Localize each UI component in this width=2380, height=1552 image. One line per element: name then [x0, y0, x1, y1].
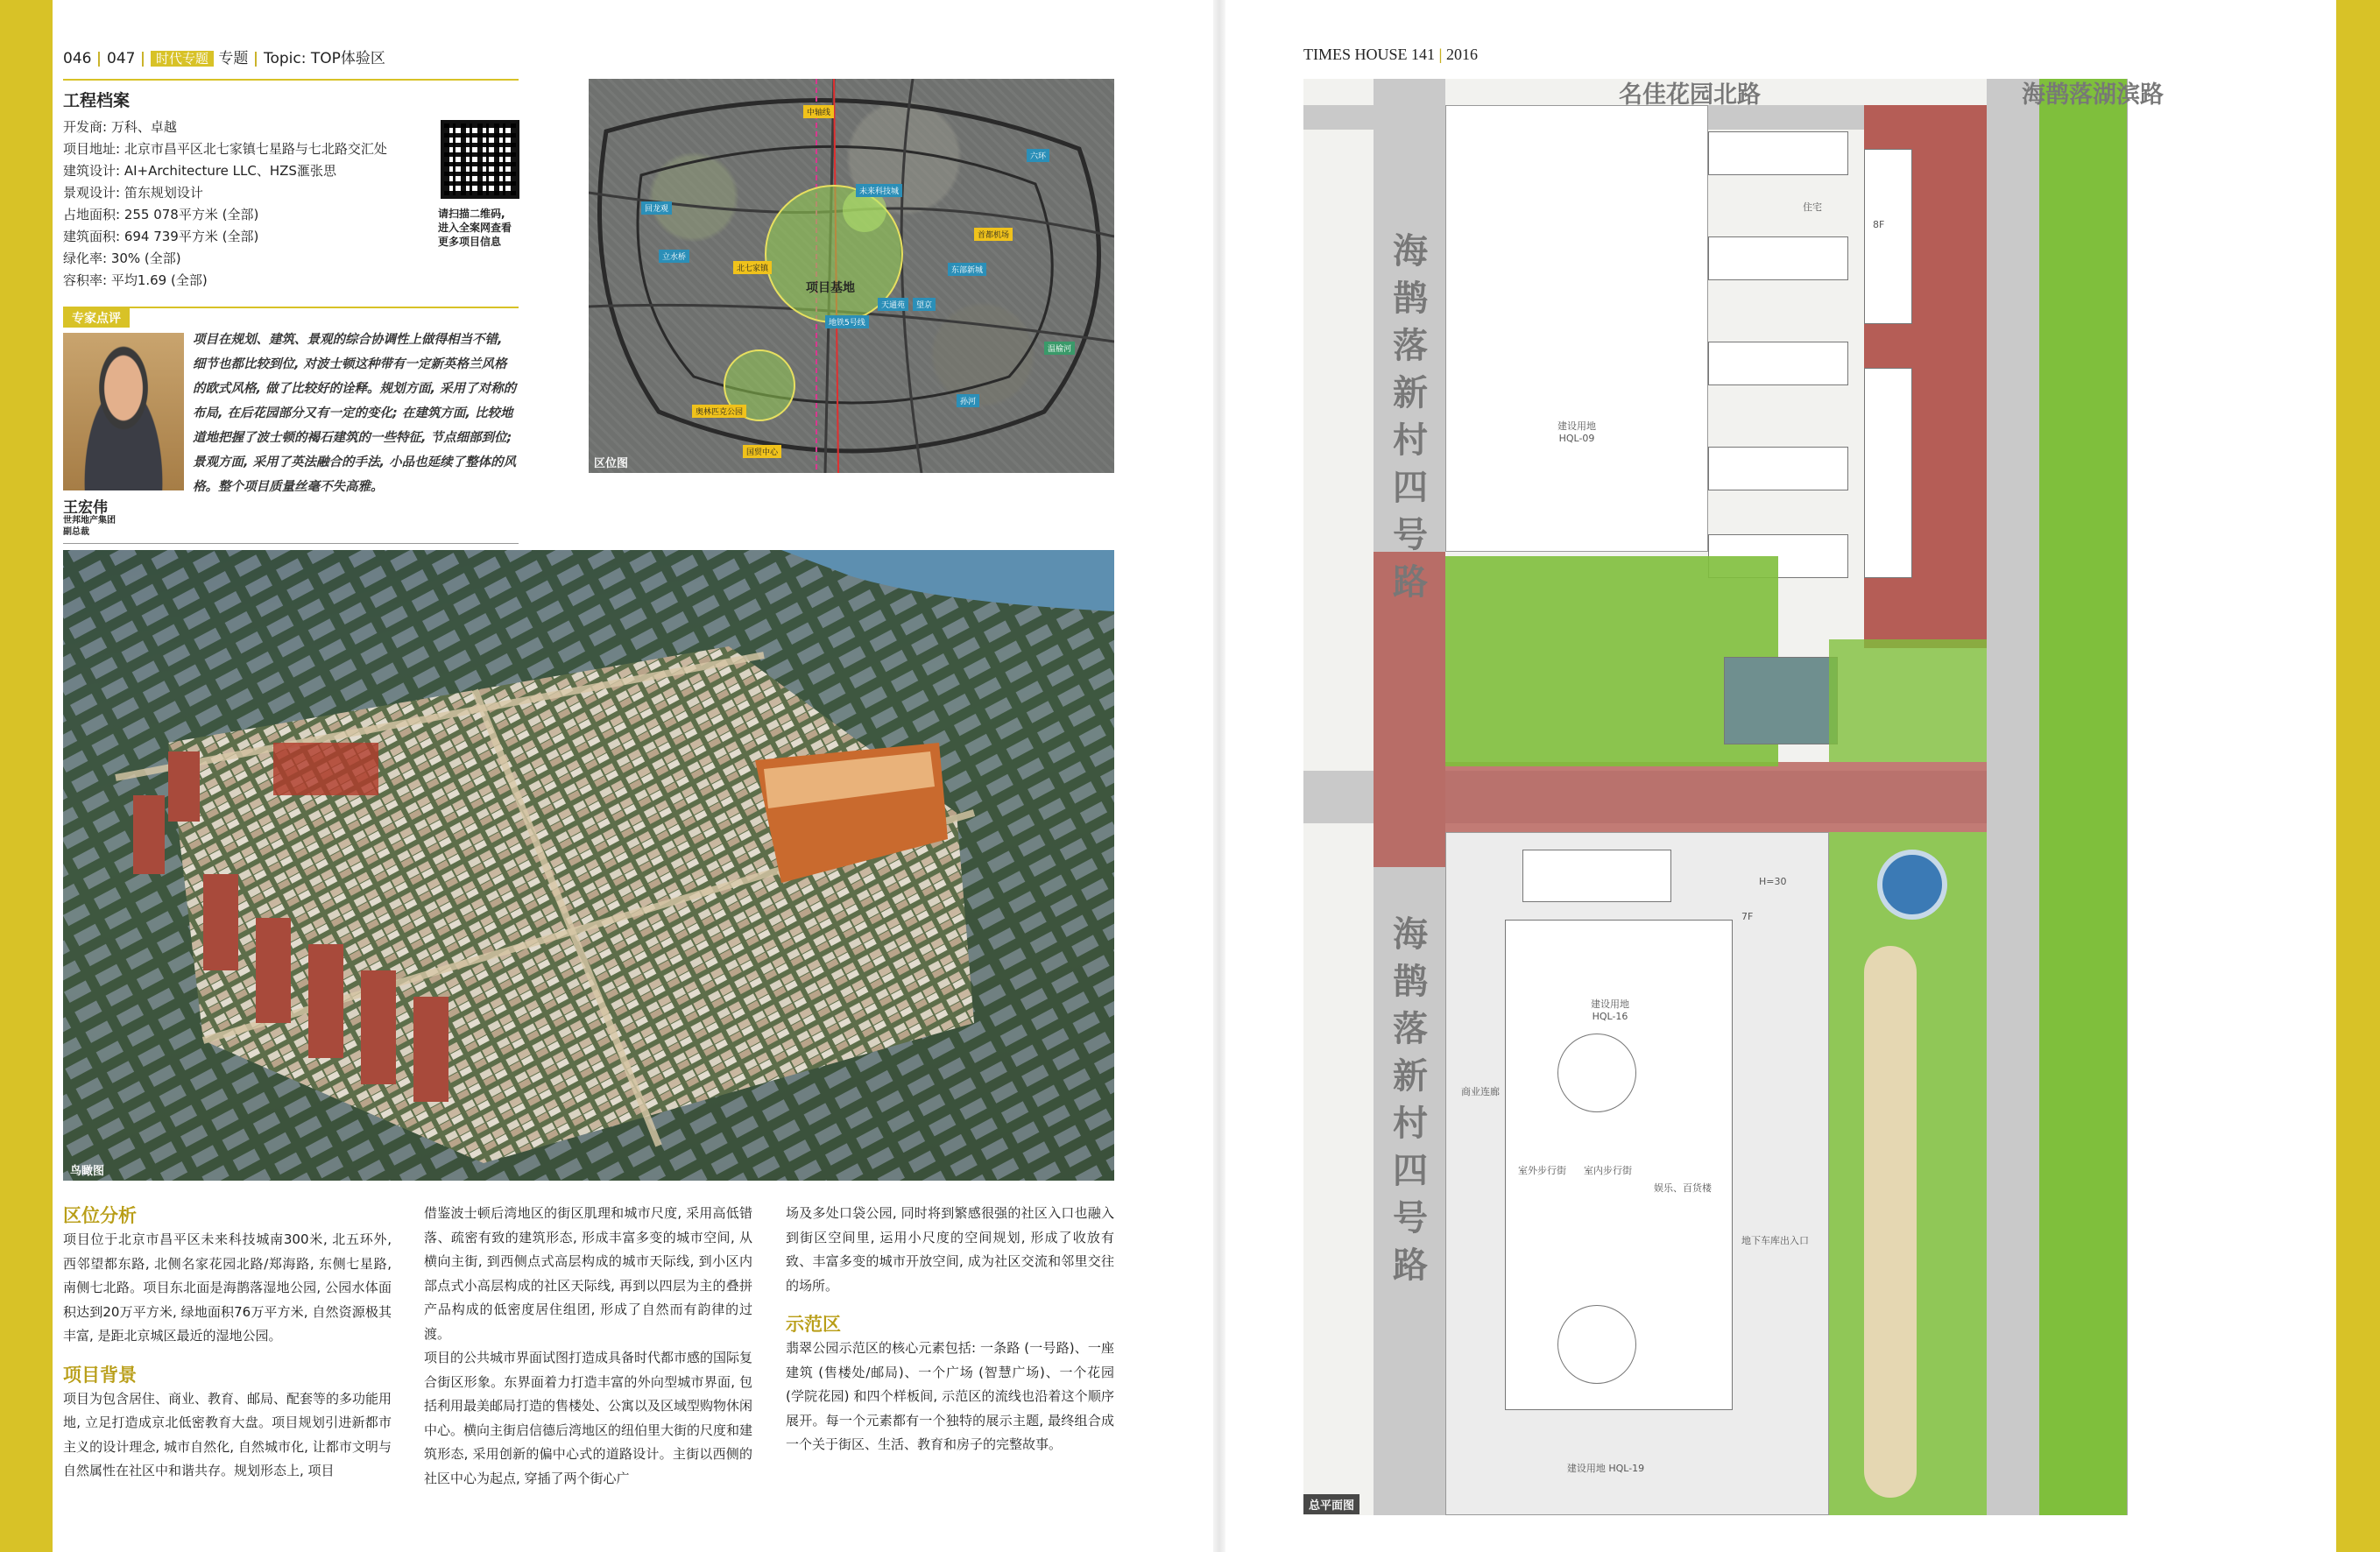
location-map-roads [589, 79, 1114, 473]
top-rule [63, 79, 519, 81]
para-demo-area: 翡翠公园示范区的核心元素包括: 一条路 (一号路)、一座建筑 (售楼处/邮局)、一个广场 (智慧广场)、一个花园 (学院花园) 和四个样板间, 示范区的流线也沿着这个顺序展开。每一个元素都有一个独特的展示主题, 最终组合成一个关于街区、生活、教育和房子的完整故事。 [786, 1340, 1114, 1452]
fountain [1877, 850, 1947, 920]
tower-block [1864, 149, 1912, 324]
paving-street [1445, 762, 1987, 832]
expert-role: 世邦地产集团 副总裁 [63, 516, 116, 537]
aerial-image-drawing [63, 550, 1114, 1181]
road-name-top: 名佳花园北路 [1619, 81, 1761, 109]
para-location: 项目位于北京市昌平区未来科技城南300米, 北五环外, 西邻望都东路, 北侧名家花园北路/郑海路, 东侧七星路, 南侧七北路。项目东北面是海鹊落湿地公园, 公园水体面积达到20万平方米, 绿地面积76万平方米, 自然资源极其丰富, 是距北京城区最近的湿地公园。 [63, 1231, 392, 1344]
label-parking: 地下车库出入口 [1741, 1235, 1809, 1246]
road-name-left-lower: 海鹊落新村四号路 [1393, 914, 1428, 1286]
info-architecture: 建筑设计: AI+Architecture LLC、HZS滙张思 [63, 163, 336, 179]
issue-year: 2016 [1445, 46, 1478, 63]
para-col3-a: 场及多处口袋公园, 同时将到繁感很强的社区入口也融入到街区空间里, 运用小尺度的空间规划, 形成了收放有致、丰富多变的城市开放空间, 成为社区交流和邻里交往的场所。 [786, 1205, 1114, 1294]
road-name-left-upper: 海鹊落新村四号路 [1393, 231, 1428, 603]
info-far: 容积率: 平均1.69 (全部) [63, 272, 208, 288]
heading-background: 项目背景 [63, 1364, 137, 1386]
column-2 [424, 1202, 752, 1491]
green-belt [2039, 79, 2127, 1515]
label-west: 回龙观 [641, 201, 672, 215]
page-number-a: 046 [63, 50, 92, 67]
square-green [1829, 639, 1987, 762]
para-background: 项目为包含居住、商业、教育、邮局、配套等的多功能用地, 立足打造成京北低密教育大盘。项目规划引进新都市主义的设计理念, 城市自然化, 自然城市化, 让都市文明与自然属性在社区中和谐共存。规划形态上, 项目 [63, 1390, 392, 1478]
label-indoor-street: 室内步行街 [1584, 1165, 1632, 1176]
river-area [2127, 79, 2232, 1515]
para-col2-a: 借鉴波士顿后湾地区的街区肌理和城市尺度, 采用高低错落、疏密有致的建筑形态, 形成丰富多变的城市空间, 从横向主街, 到西侧点式高层构成的城市天际线, 到小区内部点式小高层构成的社区天际线, 再到以四层为主的叠拼产品构成的低密度居住组团, 形成了自然而有韵律的过渡。 [424, 1205, 752, 1342]
site-plan [1303, 79, 2232, 1515]
hotel-building [1522, 850, 1671, 902]
right-accent-bar [2336, 0, 2380, 1552]
expert-bottom-rule [63, 543, 519, 544]
header-topic: Topic: TOP体验区 [263, 50, 385, 67]
expert-quote: 项目在规划、建筑、景观的综合协调性上做得相当不错, 细节也都比较到位, 对波士顿这种带有一定新英格兰风格的欧式风格, 做了比较好的诠释。规划方面, 采用了对称的布局, 在后花园部分又有一定的变化; 在建筑方面, 比较地道地把握了波士顿的褐石建筑的一些特征, 节点细部到位; 景观方面, 采用了英法融合的手法, 小品也延续了整体的风格。整个项目质量丝毫不失高雅。 [193, 333, 517, 494]
label-residential: 住宅 [1803, 201, 1822, 213]
residential-block [1708, 131, 1848, 175]
label-e: 孙河 [957, 394, 979, 407]
left-accent-bar [0, 0, 53, 1552]
plot-hql09-label: 建设用地 HQL-09 [1557, 420, 1596, 444]
right-page-header: TIMES HOUSE 141 | 2016 [1303, 46, 1478, 63]
road-name-right: 海鹊落湖滨路 [2022, 81, 2164, 109]
info-floor-area: 建筑面积: 694 739平方米 (全部) [63, 229, 259, 244]
page-gutter [1213, 0, 1225, 1552]
column-1 [63, 1202, 392, 1484]
qr-caption: 请扫描二维码, 进入全案网查看 更多项目信息 [438, 208, 512, 248]
qr-code[interactable] [441, 120, 519, 199]
plot-hql16-label: 建设用地 HQL-16 [1591, 998, 1629, 1022]
label-metro: 中轴线 [803, 105, 834, 118]
left-page-header: 046 | 047 | 时代专题 专题 | Topic: TOP体验区 [63, 50, 385, 67]
info-address: 项目地址: 北京市昌平区北七家镇七星路与七北路交汇处 [63, 141, 387, 157]
heading-demo-area: 示范区 [786, 1314, 841, 1335]
label-north: 北七家镇 [733, 261, 772, 274]
label-department: 娱乐、百货楼 [1654, 1182, 1712, 1194]
expert-rule [63, 307, 519, 308]
label-8f: 8F [1873, 219, 1885, 230]
atrium-circle [1557, 1305, 1636, 1384]
label-park: 奥林匹克公园 [692, 405, 746, 418]
plot-hql19-label: 建设用地 HQL-19 [1566, 1463, 1645, 1474]
page-number-b: 047 [107, 50, 136, 67]
project-file-title: 工程档案 [63, 91, 131, 110]
label-d: 东部新城 [948, 263, 986, 276]
label-h30: H=30 [1759, 876, 1787, 887]
tower-block [1864, 368, 1912, 578]
label-outdoor-street: 室外步行街 [1518, 1165, 1566, 1176]
label-f: 地铁5号线 [825, 315, 869, 328]
expert-name: 王宏伟 [63, 499, 108, 517]
label-7f: 7F [1741, 911, 1754, 922]
magazine-name: TIMES HOUSE [1303, 46, 1408, 63]
expert-tag: 专家点评 [63, 308, 130, 328]
info-landscape: 景观设计: 笛东规划设计 [63, 185, 203, 201]
location-map-caption: 区位图 [594, 457, 629, 470]
para-col2-b: 项目的公共城市界面试图打造成具备时代都市感的国际复合街区形象。东界面着力打造丰富的外向型城市界面, 包括利用最美邮局打造的售楼处、公寓以及区域型购物休闲中心。横向主街启信德后湾地区的纽伯里大街的尺度和建筑形态, 采用创新的偏中心式的道路设计。主街以西侧的社区中心为起点, 穿插了两个街心广 [424, 1350, 753, 1486]
issue-number: 141 [1411, 46, 1436, 63]
atrium-circle [1557, 1033, 1636, 1112]
info-developer: 开发商: 万科、卓越 [63, 119, 177, 135]
header-section: 专题 [218, 50, 249, 67]
site-plan-caption: 总平面图 [1303, 1494, 1359, 1514]
label-center: 国贸中心 [743, 445, 781, 458]
label-ring: 六环 [1027, 149, 1049, 162]
plot-hql09 [1445, 105, 1708, 552]
info-green-ratio: 绿化率: 30% (全部) [63, 250, 181, 266]
label-wetland: 未来科技城 [856, 184, 902, 197]
label-corridor: 商业连廊 [1461, 1086, 1500, 1097]
label-river: 温榆河 [1044, 342, 1075, 355]
heading-location: 区位分析 [63, 1205, 137, 1226]
expert-portrait [63, 333, 184, 490]
sales-center [1724, 657, 1838, 744]
label-airport: 首都机场 [974, 228, 1013, 241]
park-path [1864, 946, 1917, 1498]
label-b: 望京 [913, 298, 936, 311]
header-tag: 时代专题 [151, 51, 214, 67]
aerial-caption: 鸟瞰图 [70, 1165, 105, 1178]
column-3 [786, 1202, 1114, 1457]
label-a: 立水桥 [659, 250, 689, 263]
aerial-image [63, 550, 1114, 1181]
label-c: 天通苑 [878, 298, 908, 311]
label-site: 项目基地 [806, 281, 855, 295]
info-site-area: 占地面积: 255 078平方米 (全部) [63, 207, 259, 222]
residential-block [1708, 236, 1848, 280]
residential-block [1708, 342, 1848, 385]
location-map [589, 79, 1114, 473]
residential-block [1708, 447, 1848, 490]
